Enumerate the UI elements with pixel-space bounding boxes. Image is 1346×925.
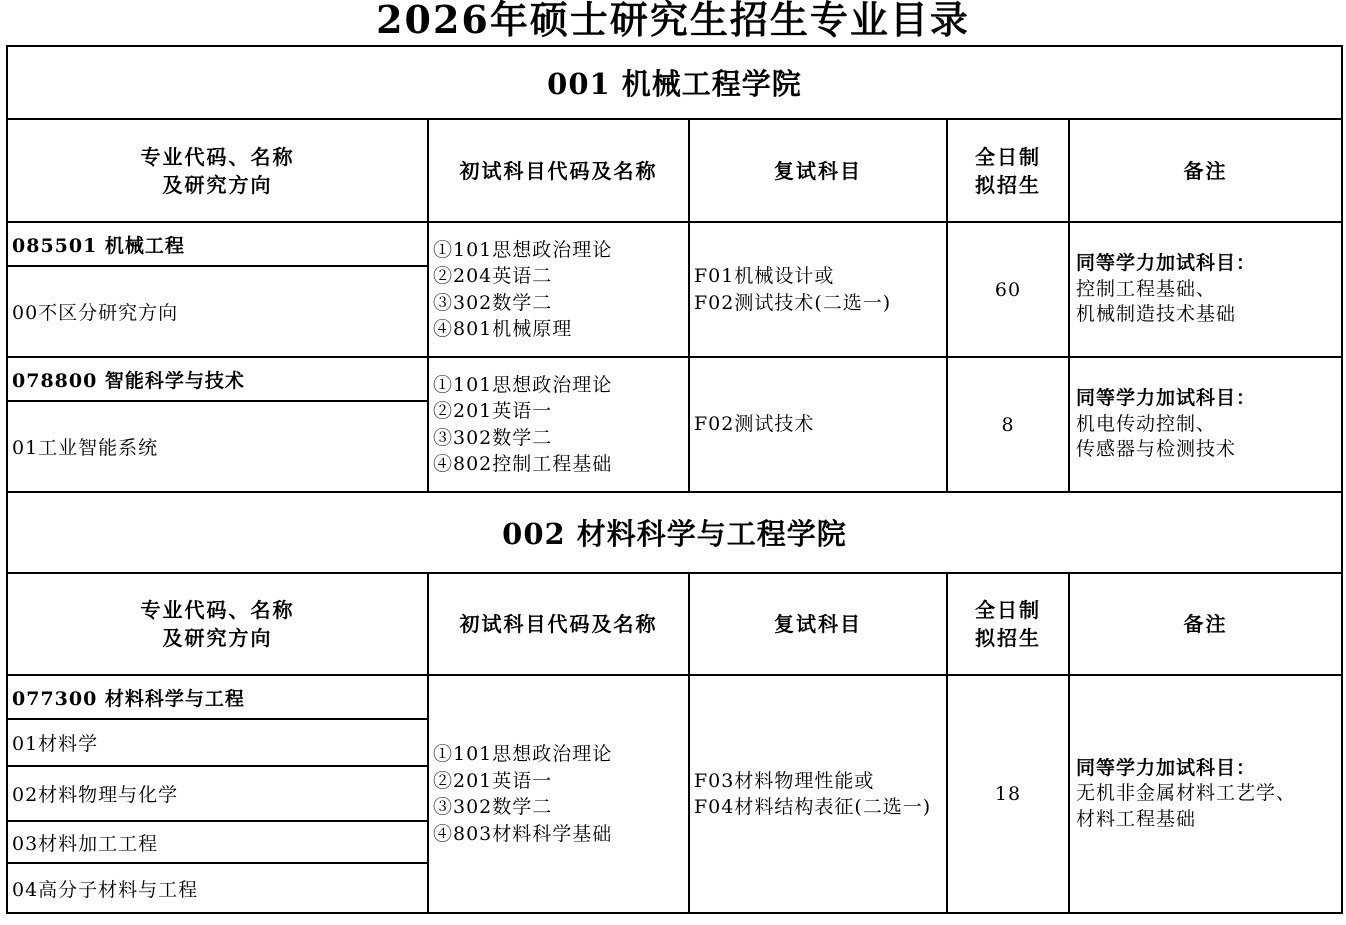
- direction-item: 04高分子材料与工程: [7, 863, 428, 913]
- direction-item: 00不区分研究方向: [7, 266, 428, 357]
- header-major: 专业代码、名称 及研究方向: [7, 119, 428, 222]
- retest-subjects: F02测试技术: [689, 357, 947, 492]
- quota-value: 18: [947, 675, 1069, 913]
- direction-item: 01工业智能系统: [7, 401, 428, 492]
- remark: 同等学力加试科目： 无机非金属材料工艺学、 材料工程基础: [1069, 675, 1342, 913]
- header-quota: 全日制 拟招生: [947, 573, 1069, 675]
- major-name: 085501 机械工程: [7, 222, 428, 266]
- direction-item: 03材料加工工程: [7, 821, 428, 863]
- direction-item: 01材料学: [7, 719, 428, 766]
- header-major: 专业代码、名称 及研究方向: [7, 573, 428, 675]
- retest-subjects: F01机械设计或 F02测试技术(二选一): [689, 222, 947, 357]
- major-name: 078800 智能科学与技术: [7, 357, 428, 401]
- remark: 同等学力加试科目： 机电传动控制、 传感器与检测技术: [1069, 357, 1342, 492]
- header-row: [7, 573, 1342, 675]
- direction-item: 02材料物理与化学: [7, 766, 428, 821]
- major-name: 077300 材料科学与工程: [7, 675, 428, 719]
- section-title: 002 材料科学与工程学院: [7, 492, 1342, 573]
- exam-subjects: ①101思想政治理论 ②201英语一 ③302数学二 ④803材料科学基础: [428, 675, 689, 913]
- header-exam: 初试科目代码及名称: [428, 119, 689, 222]
- exam-subjects: ①101思想政治理论 ②204英语二 ③302数学二 ④801机械原理: [428, 222, 689, 357]
- header-retest: 复试科目: [689, 119, 947, 222]
- header-remark: 备注: [1069, 119, 1342, 222]
- quota-value: 60: [947, 222, 1069, 357]
- page-title: 2026年硕士研究生招生专业目录: [376, 0, 970, 42]
- quota-value: 8: [947, 357, 1069, 492]
- remark: 同等学力加试科目： 控制工程基础、 机械制造技术基础: [1069, 222, 1342, 357]
- header-row: [7, 119, 1342, 222]
- header-exam: 初试科目代码及名称: [428, 573, 689, 675]
- header-retest: 复试科目: [689, 573, 947, 675]
- section-title: 001 机械工程学院: [7, 46, 1342, 119]
- catalog-table: [6, 45, 1343, 914]
- header-quota: 全日制 拟招生: [947, 119, 1069, 222]
- header-remark: 备注: [1069, 573, 1342, 675]
- retest-subjects: F03材料物理性能或 F04材料结构表征(二选一): [689, 675, 947, 913]
- exam-subjects: ①101思想政治理论 ②201英语一 ③302数学二 ④802控制工程基础: [428, 357, 689, 492]
